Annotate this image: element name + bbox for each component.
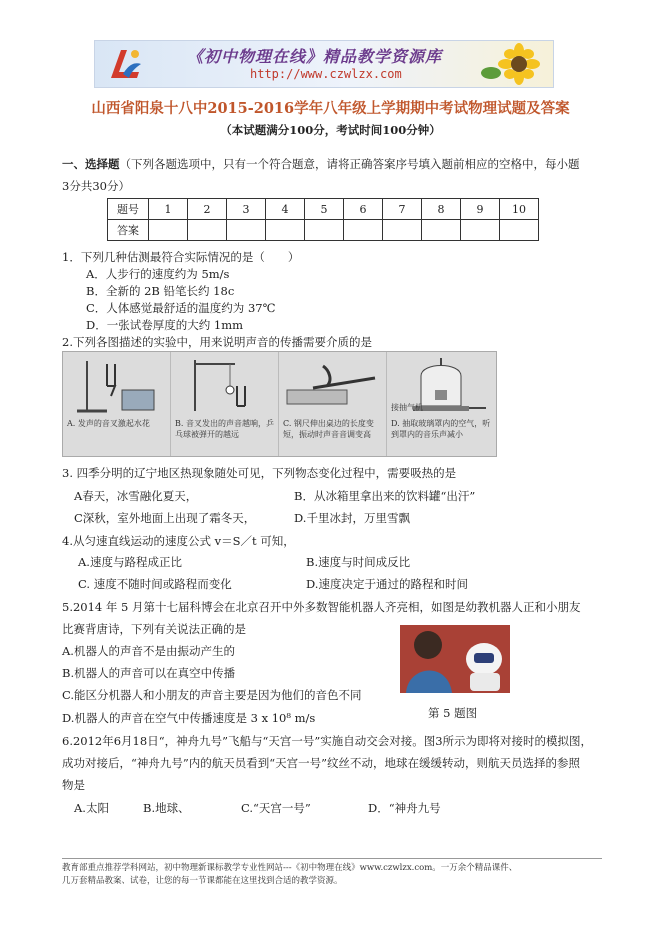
q5-stem-line-2: 比赛背唐诗，下列有关说法正确的是 xyxy=(62,622,246,636)
question-number-cell: 6 xyxy=(344,199,383,220)
q1-option-b: B．全新的 2B 铅笔长约 18c xyxy=(86,284,235,298)
footer-line-1: 教育部重点推荐学科网站，初中物理新课标教学专业性网站---《初中物理在线》www.czwlzx.com。一万余个精品课件、 xyxy=(62,863,518,873)
question-number-cell: 4 xyxy=(266,199,305,220)
document-title: 山西省阳泉十八中2015-2016学年八年级上学期期中考试物理试题及答案 xyxy=(91,100,570,117)
footer xyxy=(62,862,602,888)
section-instruction-text: （下列各题选项中，只有一个符合题意，请将正确答案序号填入题前相应的空格中，每小题 xyxy=(119,157,580,171)
section-instruction-line-2: 3分共30分） xyxy=(62,179,130,193)
q2-experiment-figure xyxy=(62,351,497,457)
footer-line-2: 几万套精品教案、试卷，让您的每一节课都能在这里找到合适的教学资源。 xyxy=(62,876,343,886)
q6-option-a: A.太阳 xyxy=(74,801,109,815)
q3-option-d: D.千里冰封，万里雪飘 xyxy=(294,511,410,525)
q1-stem: 1．下列几种估测最符合实际情况的是（ ） xyxy=(62,250,300,264)
q1-option-a: A．人步行的速度约为 5m/s xyxy=(86,267,230,281)
section-heading: 一、选择题 xyxy=(62,157,120,171)
q2-caption-c: C. 钢尺伸出桌边的长度变短，振动时声音音调变高 xyxy=(283,419,374,439)
q4-option-d: D.速度决定于通过的路程和时间 xyxy=(306,577,468,591)
answer-cell[interactable] xyxy=(227,220,266,241)
question-number-cell: 2 xyxy=(188,199,227,220)
sunflower-icon xyxy=(479,43,549,85)
answer-cell[interactable] xyxy=(149,220,188,241)
q5-option-b: B.机器人的声音可以在真空中传播 xyxy=(62,666,236,680)
q6-stem-line-1: 6.2012年6月18日“，神舟九号”飞船与“天宫一号”实施自动交会对接。图3所示为即将对接时的模拟图， xyxy=(62,734,593,748)
q3-stem: 3. 四季分明的辽宁地区热现象随处可见，下列物态变化过程中，需要吸热的是 xyxy=(62,466,457,480)
robot-child-photo xyxy=(400,625,510,693)
q4-option-a: A.速度与路程成正比 xyxy=(78,555,182,569)
q5-figure-caption: 第 5 题图 xyxy=(428,706,478,720)
question-number-cell: 8 xyxy=(422,199,461,220)
q2-stem: 2.下列各图描述的实验中，用来说明声音的传播需要介质的是 xyxy=(62,335,372,349)
section-instruction-line-1 xyxy=(62,156,602,172)
row-label-answer: 答案 xyxy=(108,220,149,241)
answer-cell[interactable] xyxy=(305,220,344,241)
question-number-cell: 9 xyxy=(461,199,500,220)
row-label-number: 题号 xyxy=(108,199,149,220)
question-number-cell: 5 xyxy=(305,199,344,220)
site-logo-icon xyxy=(105,44,145,84)
tuning-fork-pingpong-icon xyxy=(175,356,274,416)
q4-option-c: C. 速度不随时间或路程而变化 xyxy=(78,577,232,591)
answer-cell[interactable] xyxy=(266,220,305,241)
answer-cell[interactable] xyxy=(500,220,539,241)
question-number-cell: 3 xyxy=(227,199,266,220)
footer-divider xyxy=(62,858,602,859)
answer-cell[interactable] xyxy=(422,220,461,241)
document-subtitle: （本试题满分100分，考试时间100分钟） xyxy=(220,123,441,137)
q2-pump-label: 接抽气机 xyxy=(391,403,423,412)
answer-table xyxy=(107,198,539,241)
steel-ruler-icon xyxy=(283,356,382,416)
banner-title: 《初中物理在线》精品教学资源库 xyxy=(187,47,443,66)
q2-caption-a: A. 发声的音叉激起水花 xyxy=(67,419,150,428)
q5-option-a: A.机器人的声音不是由振动产生的 xyxy=(62,644,235,658)
answer-cell[interactable] xyxy=(383,220,422,241)
answer-cell[interactable] xyxy=(461,220,500,241)
q5-option-d: D.机器人的声音在空气中传播速度是 3 x 10⁸ m/s xyxy=(62,711,316,725)
answer-table-number-row xyxy=(108,199,539,220)
question-number-cell: 1 xyxy=(149,199,188,220)
q5-stem-line-1: 5.2014 年 5 月第十七届科博会在北京召开中外多数智能机器人齐亮相，如图是幼教机器人正和小朋友 xyxy=(62,600,581,614)
q2-caption-b: B. 音叉发出的声音越响，乒乓球被弹开的越远 xyxy=(175,419,274,439)
q6-stem-line-3: 物是 xyxy=(62,778,85,792)
banner-url[interactable]: http://www.czwlzx.com xyxy=(250,67,402,81)
q3-option-b: B．从冰箱里拿出来的饮料罐“出汗” xyxy=(294,489,476,503)
answer-cell[interactable] xyxy=(188,220,227,241)
q1-option-d: D．一张试卷厚度的大约 1mm xyxy=(86,318,244,332)
q3-option-a: A春天，冰雪融化夏天， xyxy=(74,489,198,503)
tuning-fork-water-icon xyxy=(67,356,166,416)
q4-stem: 4.从匀速直线运动的速度公式 v＝S／t 可知， xyxy=(62,534,295,548)
q2-caption-d: D. 抽取玻璃罩内的空气，听到罩内的音乐声减小 xyxy=(391,419,491,439)
q2-panel-d xyxy=(387,352,494,456)
q2-panel-a xyxy=(63,352,171,456)
header-banner xyxy=(94,40,554,88)
q5-option-c: C.能区分机器人和小朋友的声音主要是因为他们的音色不同 xyxy=(62,688,362,702)
q2-panel-c xyxy=(279,352,387,456)
q6-stem-line-2: 成功对接后，“神舟九号”内的航天员看到“天宫一号”纹丝不动，地球在缓缓转动，则航天员选择的参照 xyxy=(62,756,581,770)
q3-option-c: C深秋，室外地面上出现了霜冬天， xyxy=(74,511,256,525)
q6-option-b: B.地球、 xyxy=(143,801,190,815)
q6-option-d: D．“神舟九号 xyxy=(368,801,441,815)
q6-option-c: C.“天宫一号” xyxy=(241,801,311,815)
q4-option-b: B.速度与时间成反比 xyxy=(306,555,411,569)
q1-option-c: C．人体感觉最舒适的温度约为 37℃ xyxy=(86,301,276,315)
question-number-cell: 10 xyxy=(500,199,539,220)
question-number-cell: 7 xyxy=(383,199,422,220)
q2-panel-b xyxy=(171,352,279,456)
answer-table-answer-row xyxy=(108,220,539,241)
answer-cell[interactable] xyxy=(344,220,383,241)
